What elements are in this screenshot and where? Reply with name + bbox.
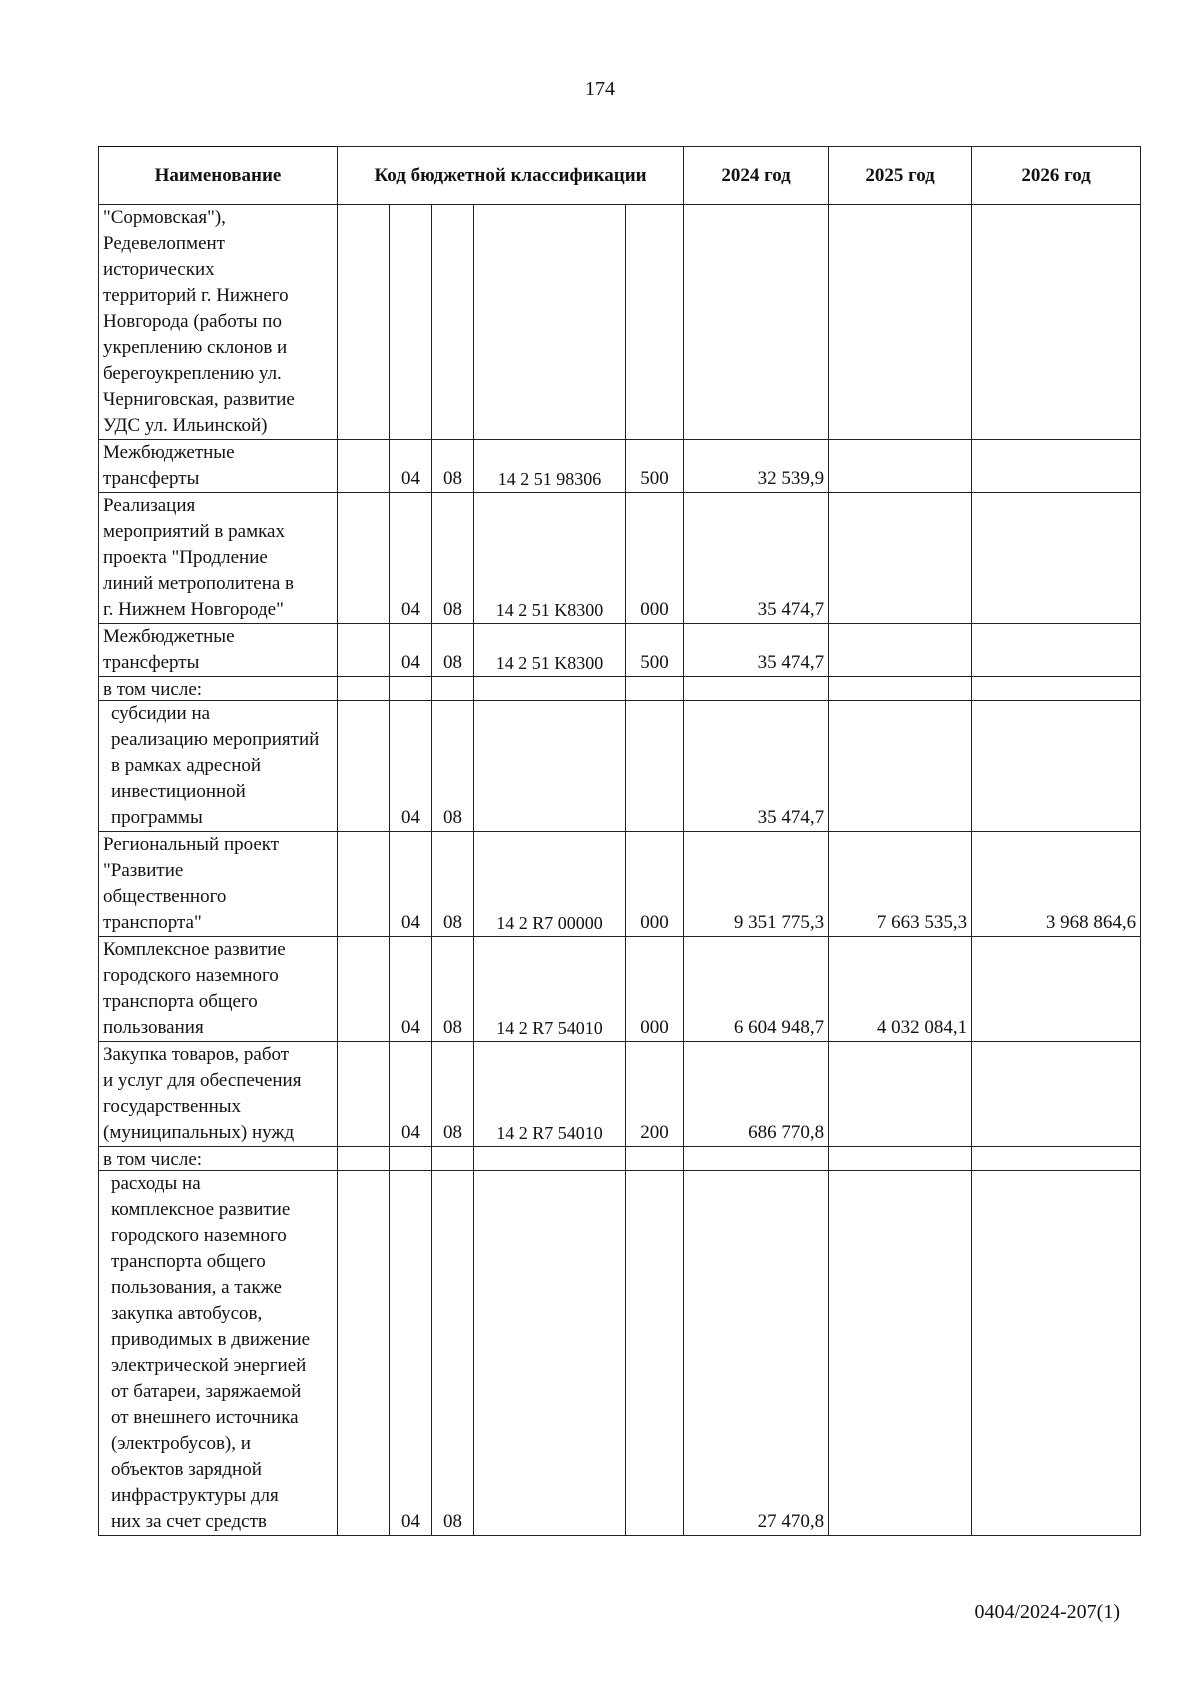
- table-row: [99, 701, 1141, 832]
- cell-2025: [829, 1171, 972, 1536]
- cell-2026: [972, 1147, 1141, 1171]
- cell-subsection: 08: [432, 624, 474, 677]
- cell-2024: 6 604 948,7: [684, 937, 829, 1042]
- cell-expense-type: [626, 677, 684, 701]
- cell-subsection: 08: [432, 493, 474, 624]
- cell-section: [390, 205, 432, 440]
- cell-ved: [338, 1042, 390, 1147]
- cell-name: Закупка товаров, работ и услуг для обеспечения государственных (муниципальных) нужд: [99, 1042, 338, 1147]
- page-number: 174: [585, 78, 615, 100]
- table-row: [99, 1147, 1141, 1171]
- cell-name: субсидии на реализацию мероприятий в рамках адресной инвестиционной программы: [99, 701, 338, 832]
- cell-ved: [338, 205, 390, 440]
- cell-2025: [829, 205, 972, 440]
- cell-section: 04: [390, 1171, 432, 1536]
- cell-2025: 7 663 535,3: [829, 832, 972, 937]
- cell-target-article: [474, 1147, 626, 1171]
- cell-2024: [684, 1147, 829, 1171]
- cell-subsection: 08: [432, 937, 474, 1042]
- cell-subsection: 08: [432, 832, 474, 937]
- cell-2024: 35 474,7: [684, 493, 829, 624]
- table-header: [99, 147, 1141, 205]
- cell-2024: 35 474,7: [684, 701, 829, 832]
- cell-ved: [338, 677, 390, 701]
- cell-target-article: 14 2 R7 54010: [474, 1042, 626, 1147]
- cell-2024: 686 770,8: [684, 1042, 829, 1147]
- table-row: [99, 205, 1141, 440]
- cell-2024: 9 351 775,3: [684, 832, 829, 937]
- cell-section: 04: [390, 493, 432, 624]
- cell-ved: [338, 624, 390, 677]
- cell-target-article: [474, 677, 626, 701]
- cell-section: 04: [390, 832, 432, 937]
- cell-2026: [972, 1171, 1141, 1536]
- cell-expense-type: 000: [626, 832, 684, 937]
- cell-target-article: 14 2 51 98306: [474, 440, 626, 493]
- cell-section: [390, 1147, 432, 1171]
- cell-name: Реализация мероприятий в рамках проекта "Продление линий метрополитена в г. Нижнем Новгороде": [99, 493, 338, 624]
- cell-2025: [829, 677, 972, 701]
- cell-2024: 35 474,7: [684, 624, 829, 677]
- cell-2025: [829, 1042, 972, 1147]
- table-row: [99, 624, 1141, 677]
- cell-2025: 4 032 084,1: [829, 937, 972, 1042]
- cell-ved: [338, 1147, 390, 1171]
- table-row: [99, 440, 1141, 493]
- cell-expense-type: [626, 1147, 684, 1171]
- table-row: [99, 1042, 1141, 1147]
- table-row: [99, 677, 1141, 701]
- document-number: 0404/2024-207(1): [974, 1601, 1120, 1623]
- budget-table: [98, 146, 1141, 1536]
- table-row: [99, 1171, 1141, 1536]
- cell-target-article: 14 2 R7 00000: [474, 832, 626, 937]
- table-row: [99, 832, 1141, 937]
- cell-target-article: 14 2 R7 54010: [474, 937, 626, 1042]
- cell-section: 04: [390, 440, 432, 493]
- cell-target-article: [474, 1171, 626, 1536]
- cell-subsection: 08: [432, 701, 474, 832]
- cell-subsection: [432, 205, 474, 440]
- cell-expense-type: 500: [626, 440, 684, 493]
- cell-2024: 27 470,8: [684, 1171, 829, 1536]
- cell-target-article: 14 2 51 K8300: [474, 624, 626, 677]
- cell-2026: [972, 440, 1141, 493]
- cell-ved: [338, 493, 390, 624]
- cell-ved: [338, 937, 390, 1042]
- cell-expense-type: [626, 1171, 684, 1536]
- cell-ved: [338, 832, 390, 937]
- cell-subsection: [432, 677, 474, 701]
- cell-target-article: [474, 701, 626, 832]
- cell-2025: [829, 493, 972, 624]
- header-code: Код бюджетной классификации: [338, 147, 684, 205]
- header-2026: 2026 год: [972, 147, 1141, 205]
- cell-2025: [829, 624, 972, 677]
- cell-subsection: 08: [432, 440, 474, 493]
- cell-2026: [972, 701, 1141, 832]
- cell-section: 04: [390, 1042, 432, 1147]
- cell-expense-type: 200: [626, 1042, 684, 1147]
- cell-section: 04: [390, 701, 432, 832]
- cell-2026: [972, 493, 1141, 624]
- table-row: [99, 937, 1141, 1042]
- cell-name: в том числе:: [99, 677, 338, 701]
- cell-expense-type: [626, 205, 684, 440]
- cell-section: 04: [390, 624, 432, 677]
- header-name: Наименование: [99, 147, 338, 205]
- cell-2024: [684, 205, 829, 440]
- cell-2026: [972, 677, 1141, 701]
- cell-2026: [972, 205, 1141, 440]
- cell-name: "Сормовская"), Редевелопмент исторических территорий г. Нижнего Новгорода (работы по укреплению склонов и берегоукреплению ул. Черниговская, развитие УДС ул. Ильинской): [99, 205, 338, 440]
- cell-subsection: 08: [432, 1042, 474, 1147]
- cell-section: [390, 677, 432, 701]
- cell-subsection: 08: [432, 1171, 474, 1536]
- cell-ved: [338, 701, 390, 832]
- cell-name: Межбюджетные трансферты: [99, 624, 338, 677]
- cell-2026: 3 968 864,6: [972, 832, 1141, 937]
- cell-ved: [338, 440, 390, 493]
- cell-name: расходы на комплексное развитие городского наземного транспорта общего пользования, а также закупка автобусов, приводимых в движение электрической энергией от батареи, заряжаемой от внешнего источника (электробусов), и объектов зарядной инфраструктуры для них за счет средств: [99, 1171, 338, 1536]
- table-row: [99, 493, 1141, 624]
- cell-name: в том числе:: [99, 1147, 338, 1171]
- cell-subsection: [432, 1147, 474, 1171]
- cell-2024: 32 539,9: [684, 440, 829, 493]
- cell-expense-type: 000: [626, 937, 684, 1042]
- cell-2026: [972, 1042, 1141, 1147]
- cell-2024: [684, 677, 829, 701]
- cell-target-article: 14 2 51 K8300: [474, 493, 626, 624]
- cell-name: Региональный проект "Развитие общественного транспорта": [99, 832, 338, 937]
- cell-2026: [972, 937, 1141, 1042]
- cell-ved: [338, 1171, 390, 1536]
- header-2025: 2025 год: [829, 147, 972, 205]
- cell-2026: [972, 624, 1141, 677]
- cell-name: Комплексное развитие городского наземного транспорта общего пользования: [99, 937, 338, 1042]
- cell-2025: [829, 701, 972, 832]
- cell-expense-type: [626, 701, 684, 832]
- cell-section: 04: [390, 937, 432, 1042]
- cell-name: Межбюджетные трансферты: [99, 440, 338, 493]
- header-2024: 2024 год: [684, 147, 829, 205]
- cell-2025: [829, 440, 972, 493]
- cell-target-article: [474, 205, 626, 440]
- cell-expense-type: 500: [626, 624, 684, 677]
- cell-expense-type: 000: [626, 493, 684, 624]
- table-body: [99, 205, 1141, 1536]
- cell-2025: [829, 1147, 972, 1171]
